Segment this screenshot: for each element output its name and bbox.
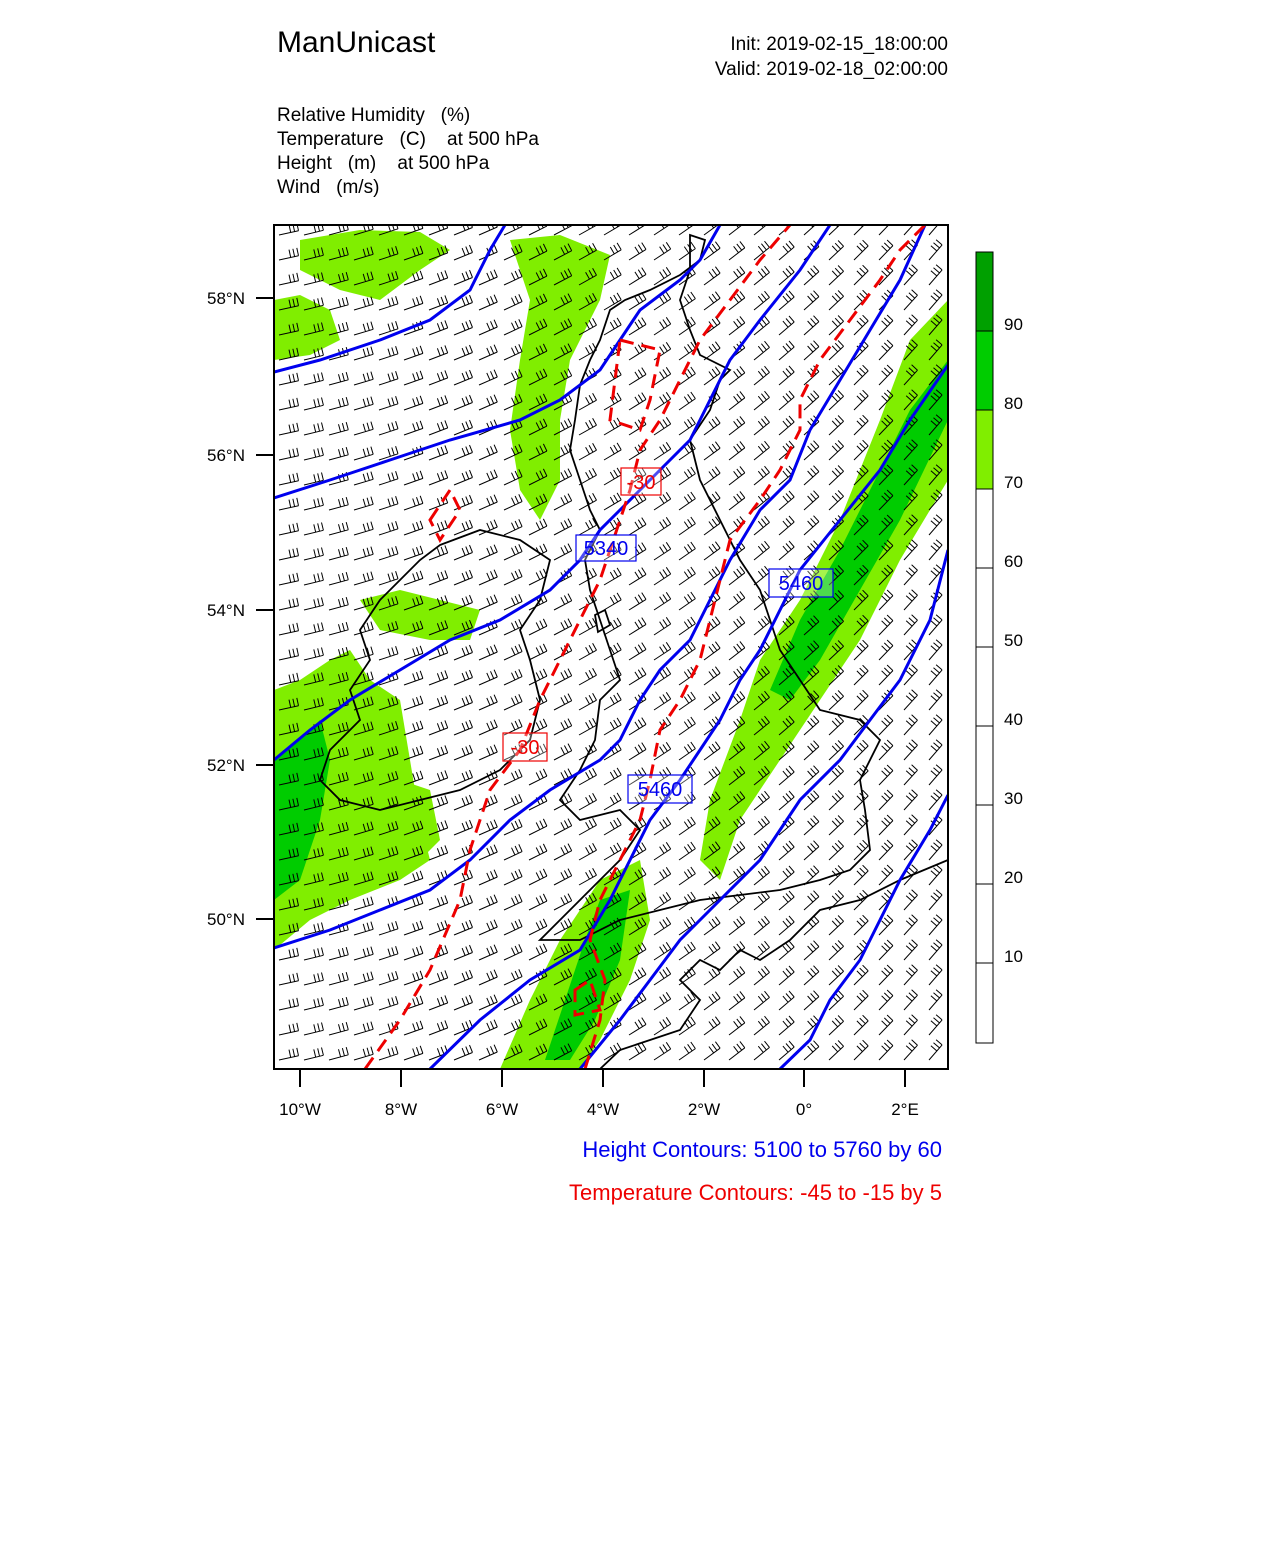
- colorbar-label: 60: [1004, 552, 1023, 571]
- lat-tick-label: 58°N: [207, 289, 245, 308]
- colorbar-label: 20: [1004, 868, 1023, 887]
- colorbar-label: 30: [1004, 789, 1023, 808]
- height-contour: [580, 550, 948, 1069]
- lon-tick-label: 4°W: [586, 1100, 620, 1119]
- lat-tick-label: 56°N: [207, 446, 245, 465]
- field-name: Height: [277, 153, 332, 174]
- lat-tick-label: 52°N: [207, 756, 245, 775]
- lat-tick-label: 54°N: [207, 601, 245, 620]
- field-unit: (%): [440, 105, 471, 126]
- temp-label: -30: [510, 737, 540, 759]
- field-name: Temperature: [277, 129, 384, 150]
- height-label: 5460: [637, 779, 683, 801]
- colorbar: [976, 252, 993, 1043]
- init-time: Init: 2019-02-15_18:00:00: [730, 34, 948, 55]
- field-level: at 500 hPa: [447, 129, 539, 150]
- temp-contour: [610, 340, 660, 430]
- colorbar-label: 40: [1004, 710, 1023, 729]
- colorbar-label: 80: [1004, 394, 1023, 413]
- field-level: at 500 hPa: [397, 153, 490, 174]
- latitude-axis: [256, 298, 274, 919]
- colorbar-label: 70: [1004, 473, 1023, 492]
- rh-area-northwest: [274, 295, 340, 360]
- valid-time: Valid: 2019-02-18_02:00:00: [714, 59, 948, 80]
- field-unit: (m/s): [336, 177, 380, 198]
- field-unit: (m): [347, 153, 377, 174]
- lon-tick-label: 2°W: [687, 1100, 721, 1119]
- height-label: 5340: [583, 538, 629, 560]
- colorbar-label: 50: [1004, 631, 1023, 650]
- colorbar-label: 10: [1004, 947, 1023, 966]
- height-contours-note: Height Contours: 5100 to 5760 by 60: [582, 1137, 942, 1162]
- lon-tick-label: 10°W: [279, 1100, 321, 1119]
- coastline-isle-of-man: [595, 610, 610, 632]
- field-unit: (C): [399, 129, 426, 150]
- temp-label: -30: [626, 472, 656, 494]
- rh-area-north: [300, 230, 450, 300]
- field-name: Wind: [277, 177, 321, 198]
- temperature-contours-note: Temperature Contours: -45 to -15 by 5: [569, 1180, 942, 1205]
- height-label: 5460: [778, 573, 824, 595]
- lon-tick-label: 2°E: [891, 1100, 919, 1119]
- longitude-axis: [300, 1069, 905, 1087]
- rh-area-scotland: [510, 235, 610, 520]
- lon-tick-label: 8°W: [384, 1100, 418, 1119]
- field-name: Relative Humidity: [277, 105, 425, 126]
- colorbar-label: 90: [1004, 315, 1023, 334]
- app-title: ManUnicast: [277, 26, 436, 59]
- lat-tick-label: 50°N: [207, 910, 245, 929]
- lon-tick-label: 6°W: [485, 1100, 519, 1119]
- lon-tick-label: 0°: [795, 1100, 813, 1119]
- height-contour: [780, 795, 948, 1069]
- rh-area-ireland-north: [360, 590, 480, 640]
